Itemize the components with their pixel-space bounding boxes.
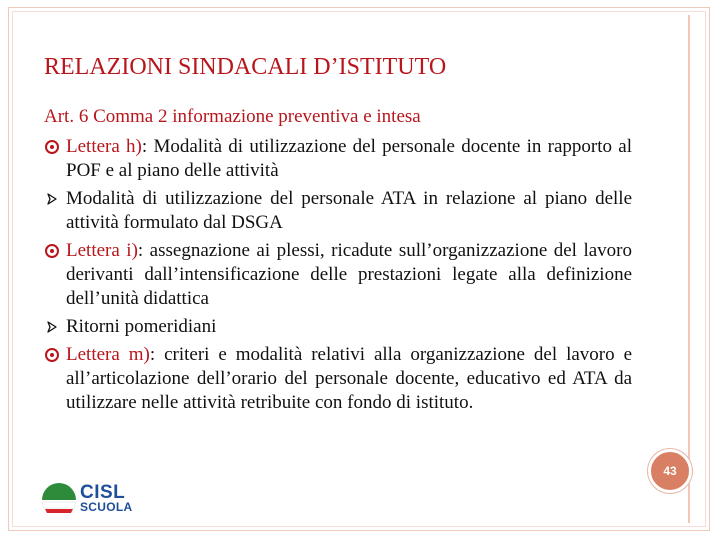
circle-bullet-icon — [44, 243, 60, 259]
bullet-term: Lettera m) — [66, 344, 150, 365]
slide-subtitle: Art. 6 Comma 2 informazione preventiva e intesa — [44, 106, 421, 127]
bullet-item — [44, 239, 632, 311]
arrow-bullet-icon — [44, 319, 60, 335]
bullet-text: Modalità di utilizzazione del personale ATA in relazione al piano delle attività formulato dal DSGA — [66, 188, 632, 233]
bullet-item — [44, 315, 632, 339]
cisl-scuola-logo — [40, 478, 150, 516]
slide-title: RELAZIONI SINDACALI D’ISTITUTO — [44, 54, 447, 80]
page-number-badge: 43 — [648, 449, 692, 493]
bullet-term: Lettera h) — [66, 136, 142, 157]
bullet-text: : Modalità di utilizzazione del personale docente in rapporto al POF e al piano delle attività — [66, 136, 632, 181]
bullet-item — [44, 187, 632, 235]
circle-bullet-icon — [44, 347, 60, 363]
bullet-term: Lettera i) — [66, 240, 138, 261]
logo-name: CISL — [80, 482, 126, 503]
bullet-text: : criteri e modalità relativi alla organizzazione del lavoro e all’articolazione dell’orario del personale docente, educativo ed ATA da utilizzare nelle attività retribuite con fondo di istituto. — [66, 344, 633, 413]
cisl-logo-mark — [40, 478, 78, 514]
arrow-bullet-icon — [44, 191, 60, 207]
bullet-text: Ritorni pomeridiani — [66, 316, 217, 337]
bullet-item — [44, 135, 632, 183]
bullet-text: : assegnazione ai plessi, ricadute sull’organizzazione del lavoro derivanti dall’intensificazione delle prestazioni legate alla definizione dell’unità didattica — [66, 240, 632, 309]
bullet-item — [44, 343, 632, 415]
vertical-rule — [688, 15, 690, 523]
bullet-list — [44, 135, 632, 419]
logo-subtext: SCUOLA — [80, 500, 133, 514]
circle-bullet-icon — [44, 139, 60, 155]
